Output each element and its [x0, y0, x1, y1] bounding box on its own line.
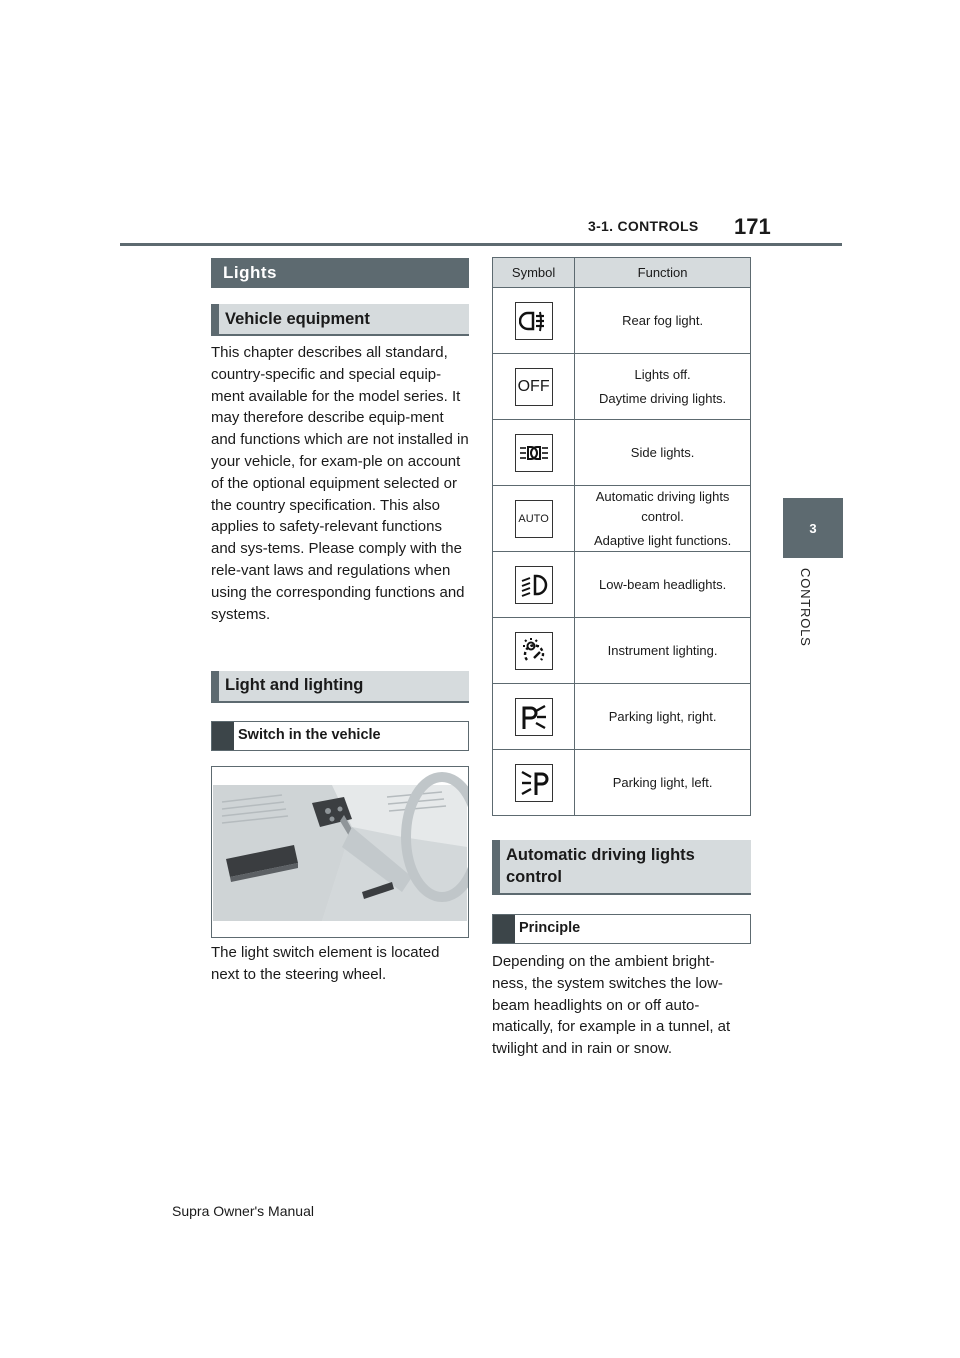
principle-heading-text: Principle [519, 920, 581, 936]
light-switch-illustration [212, 767, 468, 937]
symbol-column-header: Symbol [493, 258, 575, 288]
function-text: Automatic driving lights control. [595, 488, 730, 524]
light-lighting-heading [211, 671, 469, 703]
symbol-cell [493, 420, 575, 486]
function-cell [575, 552, 751, 618]
auto-driving-lights-heading-text: Automatic driving lights control [506, 846, 695, 886]
switch-text: The light switch element is located next to the steering wheel. [211, 944, 440, 983]
auto-icon [515, 500, 553, 538]
function-text: Low-beam headlights. [599, 576, 727, 592]
function-text: Side lights. [630, 444, 695, 460]
parking-light-right-icon [515, 698, 553, 736]
function-cell [575, 618, 751, 684]
switch-heading-text: Switch in the vehicle [238, 727, 381, 743]
function-text: Parking light, left. [612, 774, 713, 790]
chapter-label: CONTROLS [798, 568, 813, 647]
vehicle-equipment-heading [211, 304, 469, 336]
principle-text: Depending on the ambient bright-ness, the system switches the low-beam headlights on or off auto-matically, for example in a tunnel, at twilight and in rain or snow. [492, 953, 731, 1058]
parking-light-left-icon [515, 764, 553, 802]
off-icon-text: OFF [517, 377, 550, 395]
table-row [493, 354, 751, 420]
function-cell [575, 288, 751, 354]
symbol-cell [493, 354, 575, 420]
vehicle-equipment-text: This chapter describes all standard, country-specific and special equip-ment available for the model series. It may therefore describe equip-ment and functions which are not installed in your vehicle, for exam-ple on account of the optional equipment selected or the country specification. This also applies to safety-relevant functions and sys-tems. Please comply with the rele-vant laws and regulations when using the corresponding functions and systems. [211, 344, 469, 623]
table-row [493, 486, 751, 552]
symbol-cell [493, 552, 575, 618]
table-row [493, 684, 751, 750]
table-row [493, 618, 751, 684]
function-text: Parking light, right. [608, 708, 717, 724]
table-row [493, 288, 751, 354]
lights-heading: Lights [211, 258, 469, 288]
function-text: Adaptive light functions. [593, 532, 732, 548]
light-lighting-heading-text: Light and lighting [225, 676, 364, 694]
switch-heading-marker [212, 722, 234, 750]
function-text: Daytime driving lights. [599, 390, 727, 406]
page-number: 171 [734, 214, 771, 239]
chapter-tab[interactable] [783, 498, 843, 558]
principle-heading-marker [493, 915, 515, 943]
table-row [493, 552, 751, 618]
symbol-cell [493, 486, 575, 552]
section-title: 3-1. CONTROLS [588, 218, 699, 234]
header-rule [120, 243, 842, 246]
light-symbols-table [492, 257, 751, 816]
function-cell [575, 354, 751, 420]
function-cell [575, 750, 751, 816]
chapter-number: 3 [809, 520, 817, 536]
side-lights-icon [515, 434, 553, 472]
switch-heading [211, 721, 469, 751]
function-column-header: Function [575, 258, 751, 288]
table-row [493, 750, 751, 816]
low-beam-icon [515, 566, 553, 604]
table-row [493, 420, 751, 486]
rear-fog-light-icon [515, 302, 553, 340]
symbol-cell [493, 750, 575, 816]
vehicle-equipment-heading-text: Vehicle equipment [225, 310, 370, 328]
function-cell [575, 684, 751, 750]
off-icon [515, 368, 553, 406]
function-text: Lights off. [634, 366, 691, 382]
auto-driving-lights-heading [492, 840, 751, 895]
function-cell [575, 420, 751, 486]
symbol-cell [493, 288, 575, 354]
principle-heading [492, 914, 751, 944]
function-text: Rear fog light. [622, 312, 704, 328]
light-switch-photo [211, 766, 469, 938]
footer-manual-title: Supra Owner's Manual [172, 1203, 314, 1219]
function-cell [575, 486, 751, 552]
auto-icon-text: AUTO [518, 512, 549, 525]
function-text: Instrument lighting. [607, 642, 718, 658]
instrument-lighting-icon [515, 632, 553, 670]
table-header-row [493, 258, 751, 288]
symbol-cell [493, 684, 575, 750]
symbol-cell [493, 618, 575, 684]
